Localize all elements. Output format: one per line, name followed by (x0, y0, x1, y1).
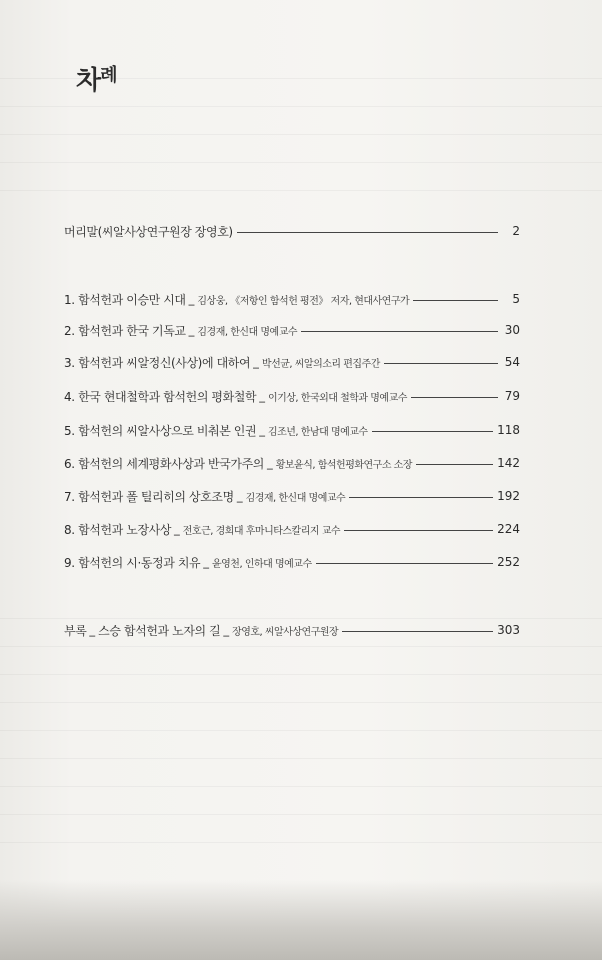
toc-entry-9[interactable]: 9. 함석헌의 시·동정과 치유 _ 윤영천, 인하대 명예교수 252 (64, 555, 520, 570)
page-title (76, 60, 117, 97)
toc-page-number: 30 (504, 323, 520, 337)
toc-entry-title: 7. 함석헌과 폴 틸리히의 상호조명 (64, 489, 234, 504)
toc-entry-author: 전호근, 경희대 후마니타스칼리지 교수 (182, 525, 341, 537)
toc-leader (372, 431, 494, 432)
toc-leader (411, 397, 498, 398)
toc-leader (349, 497, 493, 498)
toc-page-number: 224 (497, 522, 520, 536)
toc-entry-5[interactable]: 5. 함석헌의 씨알사상으로 비춰본 인권 _ 김조년, 한남대 명예교수 118 (64, 423, 520, 438)
toc-entry-author: 장영호, 씨알사상연구원장 (232, 626, 339, 638)
toc-entry-title: 3. 함석헌과 씨알정신(사상)에 대하여 (64, 355, 251, 370)
toc-entry-7[interactable]: 7. 함석헌과 폴 틸리히의 상호조명 _ 김경재, 한신대 명예교수 192 (64, 489, 520, 504)
toc-entry-title: 2. 함석헌과 한국 기독교 (64, 323, 186, 338)
toc-leader (413, 300, 498, 301)
toc-leader (416, 464, 493, 465)
toc-entry-title: 1. 함석헌과 이승만 시대 (64, 292, 186, 307)
toc-entry-title: 4. 한국 현대철학과 함석헌의 평화철학 (64, 389, 257, 404)
toc-entry-author: 이기상, 한국외대 철학과 명예교수 (267, 392, 407, 404)
toc-entry-title: 6. 함석헌의 세계평화사상과 반국가주의 (64, 456, 264, 471)
toc-page-number: 2 (512, 224, 520, 238)
toc-leader (384, 363, 498, 364)
toc-page-number: 79 (504, 389, 520, 403)
title-char-1: 차 (76, 66, 101, 96)
toc-entry-6[interactable]: 6. 함석헌의 세계평화사상과 반국가주의 _ 황보윤식, 함석헌평화연구소 소장 142 (64, 456, 520, 471)
toc-page-number: 54 (504, 355, 520, 369)
toc-leader (301, 331, 498, 332)
toc-entry-author: 윤영천, 인하대 명예교수 (211, 558, 312, 570)
toc-appendix-title: 스승 함석헌과 노자의 길 (98, 623, 221, 638)
toc-leader (237, 232, 498, 233)
title-char-2: 례 (100, 65, 117, 86)
toc-leader (344, 530, 493, 531)
toc-page-number: 252 (497, 555, 520, 569)
toc-entry-8[interactable]: 8. 함석헌과 노장사상 _ 전호근, 경희대 후마니타스칼리지 교수 224 (64, 522, 520, 537)
toc-entry-author: 김조년, 한남대 명예교수 (267, 426, 368, 438)
toc-appendix[interactable]: 부록 _ 스승 함석헌과 노자의 길 _ 장영호, 씨알사상연구원장 303 (64, 623, 520, 638)
toc-entry-author: 황보윤식, 함석헌평화연구소 소장 (275, 459, 412, 471)
toc-entry-1[interactable]: 1. 함석헌과 이승만 시대 _ 김상웅, 《저항인 함석헌 평전》 저자, 현대사연구가 5 (64, 292, 520, 307)
toc-entry-4[interactable]: 4. 한국 현대철학과 함석헌의 평화철학 _ 이기상, 한국외대 철학과 명예교수 79 (64, 389, 520, 404)
toc-leader (316, 563, 493, 564)
toc-entry-3[interactable]: 3. 함석헌과 씨알정신(사상)에 대하여 _ 박선균, 씨알의소리 편집주간 54 (64, 355, 520, 370)
bottom-decorative-band (0, 880, 602, 960)
toc-entry-2[interactable]: 2. 함석헌과 한국 기독교 _ 김경재, 한신대 명예교수 30 (64, 323, 520, 338)
toc-leader (342, 631, 493, 632)
toc-entry-title: 8. 함석헌과 노장사상 (64, 522, 172, 537)
toc-entry-title: 5. 함석헌의 씨알사상으로 비춰본 인권 (64, 423, 257, 438)
toc-page-number: 142 (497, 456, 520, 470)
toc-preface[interactable] (64, 221, 520, 241)
toc-entry-author: 김상웅, 《저항인 함석헌 평전》 저자, 현대사연구가 (197, 295, 410, 307)
toc-preface-text: 머리말(씨알사상연구원장 장영호) (64, 224, 233, 239)
toc-appendix-label: 부록 (64, 623, 87, 638)
toc-page-number: 192 (497, 489, 520, 503)
toc-entry-author: 박선균, 씨알의소리 편집주간 (261, 358, 380, 370)
toc-page-number: 118 (497, 423, 520, 437)
toc-page-number: 303 (497, 623, 520, 637)
toc-entry-author: 김경재, 한신대 명예교수 (245, 492, 346, 504)
toc-page-number: 5 (512, 292, 520, 306)
toc-entry-title: 9. 함석헌의 시·동정과 치유 (64, 555, 201, 570)
toc-entry-author: 김경재, 한신대 명예교수 (197, 326, 298, 338)
